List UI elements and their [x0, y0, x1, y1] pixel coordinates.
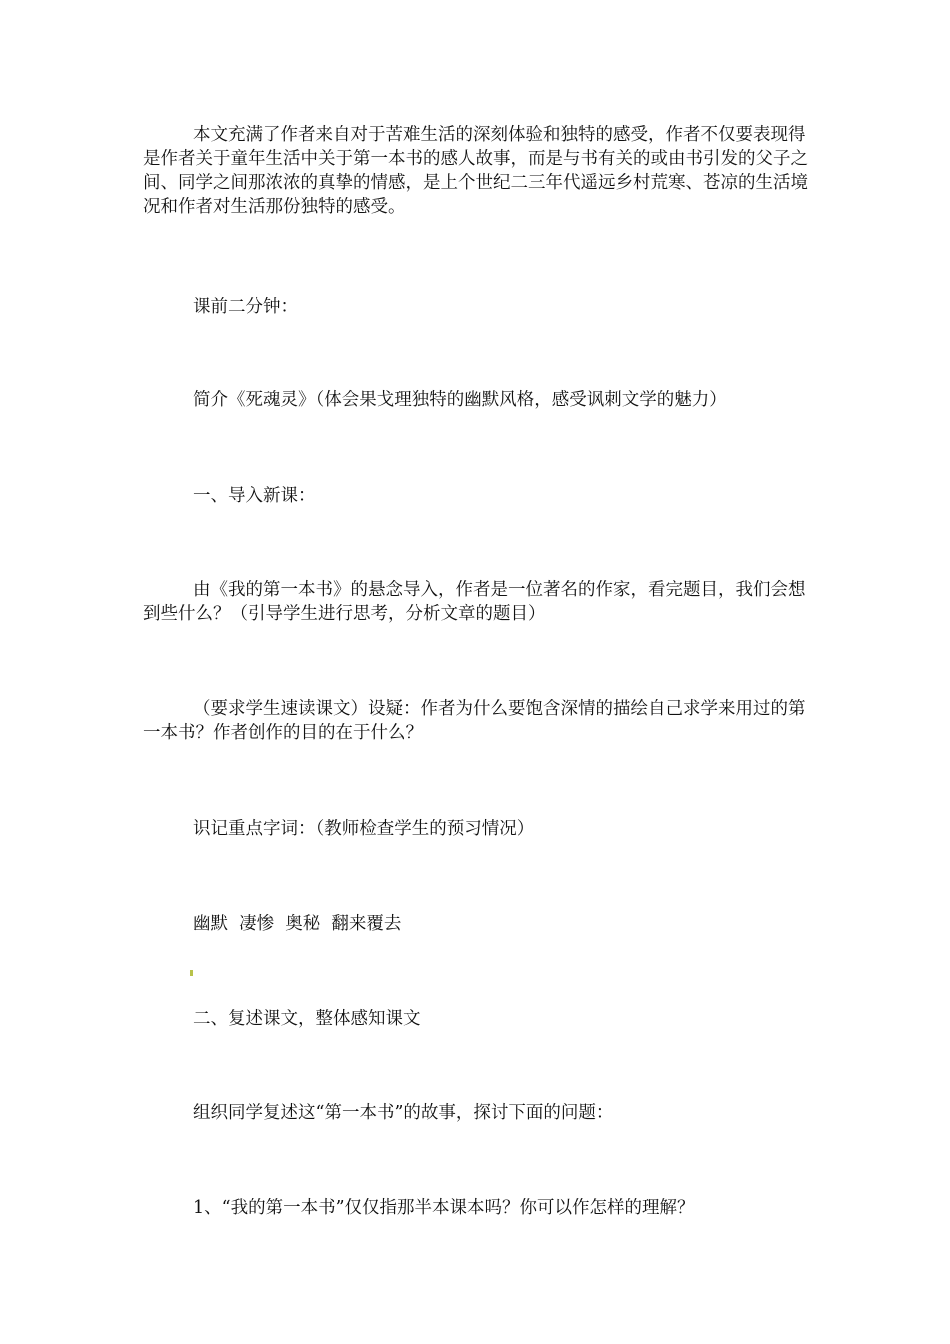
vocabulary-heading: 识记重点字词：（教师检查学生的预习情况）	[193, 819, 535, 839]
retell-instruction: 组织同学复述这“第一本书”的故事，探讨下面的问题：	[193, 1103, 614, 1123]
intro-lead-paragraph: 由《我的第一本书》的悬念导入，作者是一位著名的作家，看完题目，我们会想到些什么？（引导学生进行思考，分析文章的题目）	[143, 580, 806, 624]
dead-souls-intro: 简介《死魂灵》（体会果戈理独特的幽默风格，感受讽刺文学的魅力）	[193, 390, 727, 410]
question-1: 1、“我的第一本书”仅仅指那半本课本吗？你可以作怎样的理解？	[193, 1198, 695, 1218]
section-heading-2: 二、复述课文，整体感知课文	[193, 1009, 421, 1029]
section-heading-1: 一、导入新课：	[193, 486, 316, 506]
vocabulary-words: 幽默 凄惨 奥秘 翻来覆去	[193, 914, 402, 934]
intro-paragraph: 本文充满了作者来自对于苦难生活的深刻体验和独特的感受，作者不仅要表现得是作者关于童年生活中关于第一本书的感人故事，而是与书有关的或由书引发的父子之间、同学之间那浓浓的真挚的情感，是上个世纪二三年代遥远乡村荒寒、苍凉的生活境况和作者对生活那份独特的感受。	[143, 125, 808, 217]
stray-mark	[190, 970, 193, 976]
pre-class-heading: 课前二分钟：	[193, 297, 298, 317]
question-paragraph: （要求学生速读课文）设疑：作者为什么要饱含深情的描绘自己求学来用过的第一本书？作者创作的目的在于什么？	[143, 699, 806, 743]
